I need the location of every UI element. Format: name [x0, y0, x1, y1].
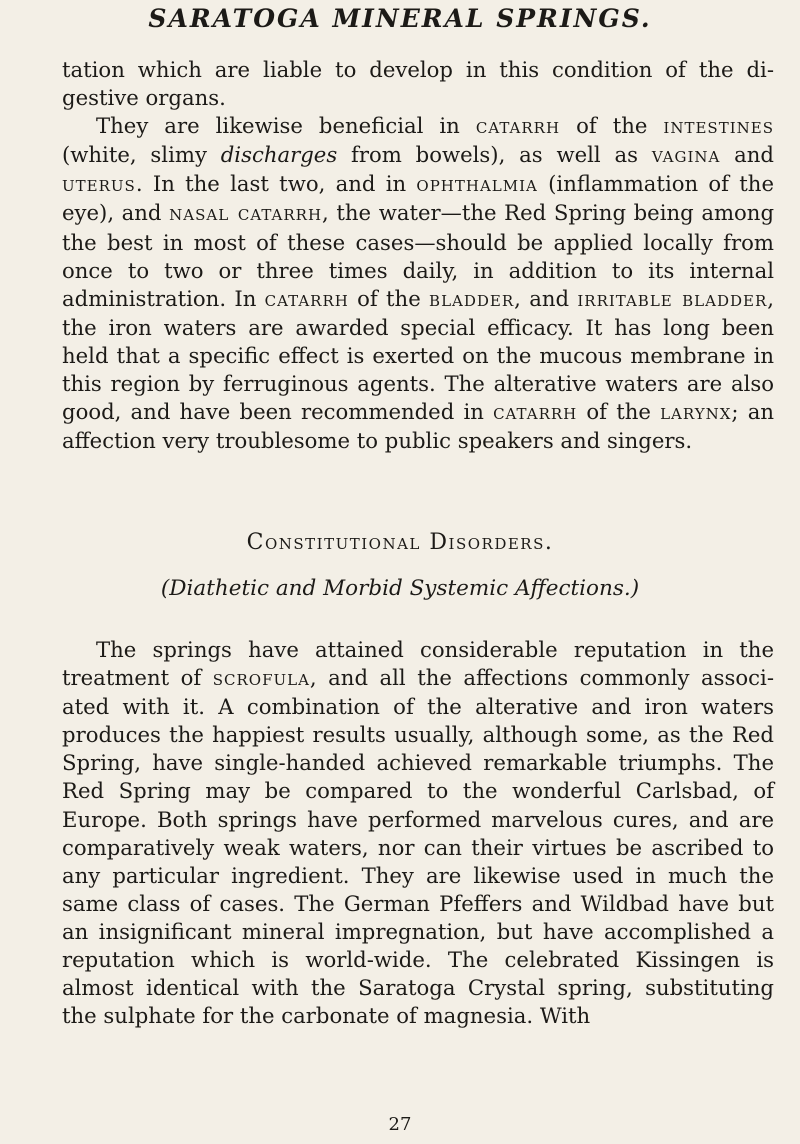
body-text-bottom: [62, 636, 774, 1030]
section-subheading: (Diathetic and Morbid Systemic Affections.): [160, 576, 640, 601]
section-heading: Constitutional Disorders.: [246, 530, 554, 555]
paragraph-continued: tation which are liable to develop in this condition of the digestive organs.: [62, 57, 774, 111]
body-text-top: [62, 56, 774, 455]
paragraph-scrofula: The springs have attained considerable reputation in the treatment of scrofula, and all the affections commonly associated with it. A combination of the alterative and iron waters produces the happiest results usually, although some, as the Red Spring, have single-handed achieved remarkable triumphs. The Red Spring may be compared to the wonderful Carlsbad, of Europe. Both springs have performed marvelous cures, and are comparatively weak waters, nor can their virtues be ascribed to any particular ingredient. They are likewise used in much the same class of cases. The German Pfeffers and Wildbad have but an insignificant mineral impregnation, but have accomplished a reputation which is world-wide. The celebrated Kissingen is almost identical with the Saratoga Crystal spring, substituting the sulphate for the carbonate of magnesia. With: [62, 637, 774, 1029]
page-number: 27: [388, 1114, 412, 1135]
running-head: SARATOGA MINERAL SPRINGS.: [148, 4, 652, 33]
paragraph-catarrh: They are likewise beneficial in catarrh of the intestines (white, slimy discharges from bowels), as well as vagina and uterus. In the last two, and in ophthalmia (inflammation of the eye), and nasal catarrh, the water—the Red Spring being among the best in most of these cases—should be applied locally from once to two or three times daily, in addition to its internal administration. In catarrh of the bladder, and irritable bladder, the iron waters are awarded special efficacy. It has long been held that a specific effect is exerted on the mucous membrane in this region by ferruginous agents. The alterative waters are also good, and have been recommended in catarrh of the larynx; an affection very troublesome to public speakers and singers.: [62, 113, 775, 454]
